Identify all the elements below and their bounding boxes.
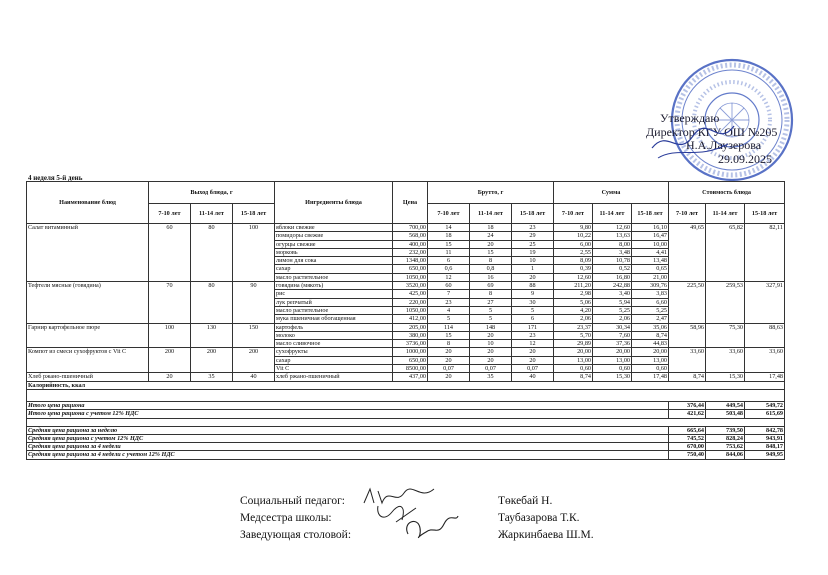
dish-name: Компот из смеси сухофруктов с Vit C: [27, 348, 149, 373]
ingredient-gross: 24: [470, 232, 512, 240]
ingredient-gross: 35: [470, 373, 512, 381]
total-value: 421,62: [669, 410, 706, 418]
ingredient-sum: 44,83: [632, 340, 669, 348]
dish-cost: 15,30: [706, 373, 745, 381]
ingredient-gross: 6: [428, 257, 470, 265]
header-ingredients: Ингредиенты блюда: [275, 182, 393, 224]
header-age-1: 7-10 лет: [428, 204, 470, 224]
ingredient-sum: 21,00: [632, 273, 669, 281]
ingredient-name: говядина (мякоть): [275, 282, 393, 290]
total-label: Средняя цена рациона за неделю: [27, 426, 669, 434]
ingredient-gross: 5: [512, 306, 554, 314]
ingredient-gross: 11: [428, 248, 470, 256]
dish-yield: 100: [233, 224, 275, 282]
dish-cost: 327,91: [745, 282, 785, 323]
ingredient-gross: 16: [470, 273, 512, 281]
ingredient-price: 400,00: [393, 240, 428, 248]
header-yield: Выход блюда, г: [149, 182, 275, 204]
ingredient-gross: 4: [428, 306, 470, 314]
dish-cost: 88,63: [745, 323, 785, 348]
dish-cost: 8,74: [669, 373, 706, 381]
ingredient-gross: 5: [470, 306, 512, 314]
spacer-row: [27, 418, 785, 426]
ingredient-sum: 0,65: [632, 265, 669, 273]
ingredient-gross: 20: [428, 373, 470, 381]
total-value: 753,62: [706, 443, 745, 451]
total-value: 615,69: [745, 410, 785, 418]
dish-cost: 82,11: [745, 224, 785, 282]
header-age-1: 7-10 лет: [554, 204, 593, 224]
ingredient-sum: 17,48: [632, 373, 669, 381]
ingredient-sum: 10,78: [593, 257, 632, 265]
header-cost: Стоимость блюда: [669, 182, 785, 204]
total-value: 750,40: [669, 451, 706, 459]
total-value: 844,06: [706, 451, 745, 459]
dish-yield: 150: [233, 323, 275, 348]
ingredient-sum: 8,74: [632, 331, 669, 339]
ingredient-name: рис: [275, 290, 393, 298]
approval-position: Директор КГУ ОШ №205: [646, 124, 778, 139]
header-age-2: 11-14 лет: [191, 204, 233, 224]
header-age-3: 15-18 лет: [233, 204, 275, 224]
ingredient-gross: 20: [428, 356, 470, 364]
total-row: [27, 410, 785, 418]
ingredient-name: картофель: [275, 323, 393, 331]
ingredient-price: 568,00: [393, 232, 428, 240]
ingredient-sum: 16,10: [632, 224, 669, 232]
ingredient-gross: 20: [470, 348, 512, 356]
ingredient-sum: 13,00: [554, 356, 593, 364]
ingredient-gross: 69: [470, 282, 512, 290]
total-value: 549,72: [745, 401, 785, 409]
ingredient-name: сухофрукты: [275, 348, 393, 356]
ingredient-gross: 14: [428, 224, 470, 232]
table-row: [27, 373, 785, 381]
calories-label: Калорийность, ккал: [27, 381, 785, 389]
ingredient-sum: 12,60: [554, 273, 593, 281]
ingredient-sum: 242,88: [593, 282, 632, 290]
total-value: 848,17: [745, 443, 785, 451]
dish-name: Салат витаминный: [27, 224, 149, 282]
ingredient-name: яблоки свежие: [275, 224, 393, 232]
dish-cost: 49,65: [669, 224, 706, 282]
ingredient-sum: 3,40: [593, 290, 632, 298]
signature-name: Төкебай Н.: [498, 495, 553, 507]
ingredient-gross: 0,07: [428, 365, 470, 373]
ingredient-sum: 2,47: [632, 315, 669, 323]
total-label: Средняя цена рациона с учетом 12% НДС: [27, 434, 669, 442]
total-value: 670,00: [669, 443, 706, 451]
header-age-2: 11-14 лет: [593, 204, 632, 224]
total-value: 449,54: [706, 401, 745, 409]
ingredient-price: 700,00: [393, 224, 428, 232]
dish-name: Гарнир картофельное пюре: [27, 323, 149, 348]
dish-yield: 130: [191, 323, 233, 348]
menu-table: [26, 181, 785, 460]
ingredient-gross: 5: [428, 315, 470, 323]
total-value: 949,95: [745, 451, 785, 459]
ingredient-gross: 12: [512, 340, 554, 348]
ingredient-name: сахар: [275, 265, 393, 273]
ingredient-price: 232,00: [393, 248, 428, 256]
ingredient-gross: 23: [428, 298, 470, 306]
header-sum: Сумма: [554, 182, 669, 204]
ingredient-sum: 0,52: [593, 265, 632, 273]
ingredient-sum: 6,00: [554, 240, 593, 248]
ingredient-sum: 211,20: [554, 282, 593, 290]
total-label: Итого цена рациона с учетом 12% НДС: [27, 410, 669, 418]
dish-cost: 75,30: [706, 323, 745, 348]
spacer-cell: [27, 389, 785, 401]
ingredient-name: масло растительное: [275, 306, 393, 314]
ingredient-gross: 9: [512, 290, 554, 298]
total-value: 842,78: [745, 426, 785, 434]
ingredient-price: 412,00: [393, 315, 428, 323]
ingredient-gross: 10: [470, 340, 512, 348]
signature-role: Медсестра школы:: [240, 512, 332, 524]
ingredient-gross: 8: [470, 257, 512, 265]
ingredient-gross: 23: [512, 224, 554, 232]
ingredient-gross: 0,6: [428, 265, 470, 273]
ingredient-sum: 29,89: [554, 340, 593, 348]
ingredient-gross: 19: [512, 248, 554, 256]
dish-cost: 33,60: [669, 348, 706, 373]
table-row: [27, 323, 785, 331]
ingredient-price: 1050,00: [393, 306, 428, 314]
ingredient-gross: 10: [512, 257, 554, 265]
week-day-title: 4 неделя 5-й день: [28, 174, 83, 182]
ingredient-sum: 0,39: [554, 265, 593, 273]
ingredient-sum: 37,36: [593, 340, 632, 348]
ingredient-gross: 8: [428, 340, 470, 348]
dish-yield: 90: [233, 282, 275, 323]
ingredient-sum: 16,80: [593, 273, 632, 281]
ingredient-sum: 5,25: [593, 306, 632, 314]
ingredient-name: огурцы свежие: [275, 240, 393, 248]
header-age-3: 15-18 лет: [512, 204, 554, 224]
ingredient-sum: 12,60: [593, 224, 632, 232]
dish-yield: 60: [149, 224, 191, 282]
ingredient-sum: 20,00: [593, 348, 632, 356]
signature-role: Социальный педагог:: [240, 495, 345, 507]
ingredient-gross: 6: [512, 315, 554, 323]
ingredient-price: 1000,00: [393, 348, 428, 356]
header-gross: Брутто, г: [428, 182, 554, 204]
ingredient-sum: 30,34: [593, 323, 632, 331]
dish-cost: 33,60: [706, 348, 745, 373]
ingredient-gross: 8: [470, 290, 512, 298]
ingredient-sum: 2,06: [593, 315, 632, 323]
ingredient-gross: 30: [512, 298, 554, 306]
dish-yield: 200: [191, 348, 233, 373]
ingredient-gross: 20: [470, 356, 512, 364]
ingredient-gross: 20: [512, 356, 554, 364]
header-age-3: 15-18 лет: [632, 204, 669, 224]
ingredient-sum: 10,00: [632, 240, 669, 248]
total-value: 665,64: [669, 426, 706, 434]
dish-yield: 40: [233, 373, 275, 381]
header-age-1: 7-10 лет: [149, 204, 191, 224]
spacer-row: [27, 389, 785, 401]
ingredient-gross: 15: [470, 248, 512, 256]
ingredient-gross: 18: [470, 224, 512, 232]
ingredient-price: 380,00: [393, 331, 428, 339]
ingredient-price: 3520,00: [393, 282, 428, 290]
ingredient-sum: 0,60: [632, 365, 669, 373]
ingredient-price: 3736,00: [393, 340, 428, 348]
total-label: Итого цена рациона: [27, 401, 669, 409]
dish-yield: 20: [149, 373, 191, 381]
ingredient-name: мука пшеничная обогащенная: [275, 315, 393, 323]
ingredient-gross: 40: [512, 373, 554, 381]
ingredient-sum: 13,00: [632, 356, 669, 364]
ingredient-name: хлеб ржано-пшеничный: [275, 373, 393, 381]
signature-name: Таубазарова Т.К.: [498, 512, 580, 524]
ingredient-gross: 20: [512, 273, 554, 281]
ingredient-sum: 5,70: [554, 331, 593, 339]
signature-name: Жаркинбаева Ш.М.: [498, 529, 594, 541]
header-age-3: 15-18 лет: [745, 204, 785, 224]
total-row: [27, 401, 785, 409]
ingredient-price: 650,00: [393, 356, 428, 364]
ingredient-gross: 20: [512, 348, 554, 356]
ingredient-sum: 20,00: [554, 348, 593, 356]
ingredient-gross: 25: [512, 240, 554, 248]
ingredient-sum: 8,00: [593, 240, 632, 248]
header-price: Цена: [393, 182, 428, 224]
ingredient-gross: 29: [512, 232, 554, 240]
director-signature: [648, 118, 738, 164]
dish-yield: 100: [149, 323, 191, 348]
ingredient-price: 8500,00: [393, 365, 428, 373]
ingredient-sum: 23,37: [554, 323, 593, 331]
total-value: 828,24: [706, 434, 745, 442]
total-value: 376,44: [669, 401, 706, 409]
ingredient-name: Vit C: [275, 365, 393, 373]
total-label: Средняя цена рациона за 4 недели: [27, 443, 669, 451]
ingredient-sum: 6,60: [632, 298, 669, 306]
ingredient-gross: 0,07: [512, 365, 554, 373]
ingredient-sum: 0,60: [554, 365, 593, 373]
ingredient-name: масло растительное: [275, 273, 393, 281]
ingredient-sum: 13,00: [593, 356, 632, 364]
table-row: [27, 224, 785, 232]
ingredient-gross: 15: [428, 331, 470, 339]
ingredient-gross: 27: [470, 298, 512, 306]
ingredient-gross: 1: [512, 265, 554, 273]
total-row: [27, 443, 785, 451]
ingredient-sum: 309,76: [632, 282, 669, 290]
ingredient-name: сахар: [275, 356, 393, 364]
ingredient-sum: 3,48: [593, 248, 632, 256]
ingredient-gross: 5: [470, 315, 512, 323]
ingredient-gross: 20: [428, 348, 470, 356]
ingredient-name: лимон для сока: [275, 257, 393, 265]
total-row: [27, 426, 785, 434]
ingredient-price: 1050,00: [393, 273, 428, 281]
total-value: 943,91: [745, 434, 785, 442]
dish-cost: 65,82: [706, 224, 745, 282]
dish-cost: 58,96: [669, 323, 706, 348]
canteen-manager-signature: [400, 512, 462, 542]
dish-cost: 17,48: [745, 373, 785, 381]
ingredient-sum: 2,55: [554, 248, 593, 256]
ingredient-price: 425,00: [393, 290, 428, 298]
header-age-2: 11-14 лет: [470, 204, 512, 224]
ingredient-gross: 88: [512, 282, 554, 290]
ingredient-gross: 20: [470, 240, 512, 248]
ingredient-price: 1348,00: [393, 257, 428, 265]
ingredient-name: морковь: [275, 248, 393, 256]
approval-date: 29.09.2025: [718, 151, 772, 166]
ingredient-gross: 15: [428, 240, 470, 248]
dish-cost: 225,50: [669, 282, 706, 323]
header-age-1: 7-10 лет: [669, 204, 706, 224]
ingredient-sum: 15,30: [593, 373, 632, 381]
calories-row: [27, 381, 785, 389]
dish-yield: 80: [191, 224, 233, 282]
dish-name: Тефтели мясные (говядина): [27, 282, 149, 323]
dish-yield: 200: [233, 348, 275, 373]
ingredient-price: 650,00: [393, 265, 428, 273]
ingredient-sum: 3,83: [632, 290, 669, 298]
ingredient-sum: 2,98: [554, 290, 593, 298]
ingredient-gross: 0,8: [470, 265, 512, 273]
total-label: Средняя цена рациона за 4 недели с учетом 12% НДС: [27, 451, 669, 459]
total-value: 745,52: [669, 434, 706, 442]
dish-cost: 259,53: [706, 282, 745, 323]
ingredient-gross: 18: [428, 232, 470, 240]
dish-yield: 70: [149, 282, 191, 323]
dish-yield: 80: [191, 282, 233, 323]
approval-title: Утверждаю: [660, 111, 720, 125]
ingredient-sum: 9,80: [554, 224, 593, 232]
ingredient-name: молоко: [275, 331, 393, 339]
ingredient-sum: 8,09: [554, 257, 593, 265]
signature-role: Заведующая столовой:: [240, 529, 352, 541]
header-dish-name: Наименование блюд: [27, 182, 149, 224]
dish-yield: 35: [191, 373, 233, 381]
ingredient-sum: 35,06: [632, 323, 669, 331]
ingredient-sum: 20,00: [632, 348, 669, 356]
ingredient-name: лук репчатый: [275, 298, 393, 306]
ingredient-sum: 5,25: [632, 306, 669, 314]
ingredient-name: помидоры свежие: [275, 232, 393, 240]
ingredient-sum: 0,60: [593, 365, 632, 373]
dish-yield: 200: [149, 348, 191, 373]
ingredient-sum: 5,06: [554, 298, 593, 306]
ingredient-sum: 8,74: [554, 373, 593, 381]
table-row: [27, 282, 785, 290]
ingredient-sum: 2,06: [554, 315, 593, 323]
approval-director-name: Н.А.Лаузерова: [686, 138, 762, 152]
spacer-cell: [27, 418, 785, 426]
ingredient-sum: 13,48: [632, 257, 669, 265]
ingredient-sum: 4,41: [632, 248, 669, 256]
header-age-2: 11-14 лет: [706, 204, 745, 224]
ingredient-gross: 12: [428, 273, 470, 281]
total-row: [27, 451, 785, 459]
ingredient-sum: 7,60: [593, 331, 632, 339]
ingredient-sum: 4,20: [554, 306, 593, 314]
dish-name: Хлеб ржано-пшеничный: [27, 373, 149, 381]
ingredient-price: 437,00: [393, 373, 428, 381]
ingredient-gross: 0,07: [470, 365, 512, 373]
ingredient-gross: 60: [428, 282, 470, 290]
total-value: 503,48: [706, 410, 745, 418]
ingredient-sum: 10,22: [554, 232, 593, 240]
dish-cost: 33,60: [745, 348, 785, 373]
ingredient-price: 205,00: [393, 323, 428, 331]
ingredient-sum: 13,63: [593, 232, 632, 240]
ingredient-gross: 23: [512, 331, 554, 339]
ingredient-name: масло сливочное: [275, 340, 393, 348]
ingredient-gross: 7: [428, 290, 470, 298]
ingredient-gross: 171: [512, 323, 554, 331]
ingredient-sum: 5,94: [593, 298, 632, 306]
total-value: 739,50: [706, 426, 745, 434]
table-row: [27, 348, 785, 356]
total-row: [27, 434, 785, 442]
ingredient-sum: 16,47: [632, 232, 669, 240]
ingredient-price: 220,00: [393, 298, 428, 306]
ingredient-gross: 20: [470, 331, 512, 339]
ingredient-gross: 114: [428, 323, 470, 331]
ingredient-gross: 148: [470, 323, 512, 331]
